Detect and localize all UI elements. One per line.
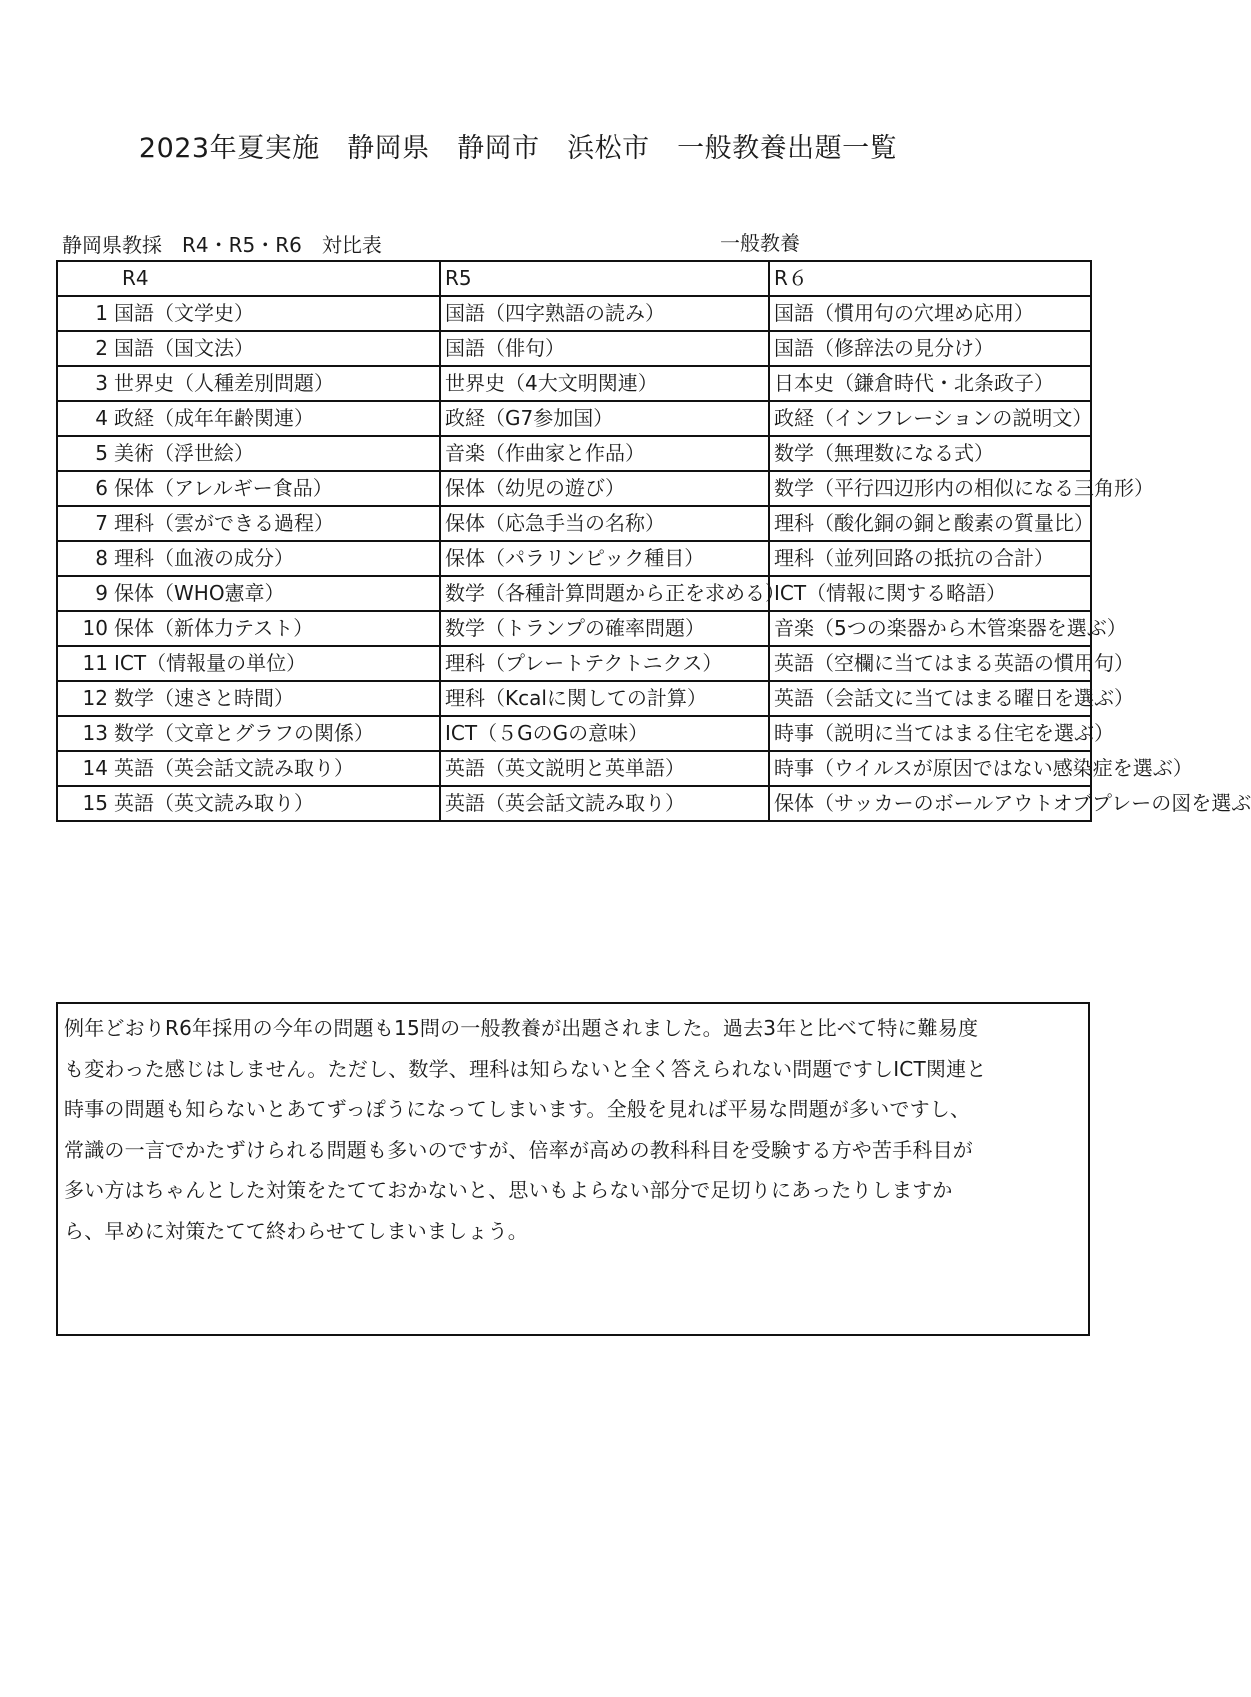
cell-r4: [57, 331, 440, 366]
table-row: [57, 716, 1091, 751]
comment-box: [56, 1002, 1090, 1336]
comment-line: も変わった感じはしません。ただし、数学、理科は知らないと全く答えられない問題ですしICT関連と: [64, 1056, 987, 1081]
cell-r6: 政経（インフレーションの説明文）: [769, 401, 1091, 436]
r4-topic: 保体（アレルギー食品）: [114, 476, 333, 500]
header-r4: R4: [57, 261, 440, 296]
table-row: [57, 751, 1091, 786]
row-number: 4: [95, 406, 108, 430]
row-number: 10: [82, 616, 108, 640]
cell-r5: 音楽（作曲家と作品）: [440, 436, 769, 471]
row-number: 9: [95, 581, 108, 605]
header-r5: R5: [440, 261, 769, 296]
cell-r6: 時事（ウイルスが原因ではない感染症を選ぶ）: [769, 751, 1091, 786]
r4-topic: 国語（国文法）: [114, 336, 254, 360]
cell-r6: 英語（会話文に当てはまる曜日を選ぶ）: [769, 681, 1091, 716]
comment-line: 多い方はちゃんとした対策をたてておかないと、思いもよらない部分で足切りにあったりしますか: [64, 1178, 953, 1202]
cell-r6: 理科（並列回路の抵抗の合計）: [769, 541, 1091, 576]
r4-topic: 保体（WHO憲章）: [114, 581, 285, 605]
r4-topic: ICT（情報量の単位）: [114, 651, 307, 675]
cell-r4: [57, 296, 440, 331]
r4-topic: 国語（文学史）: [114, 301, 254, 325]
r4-topic: 英語（英文読み取り）: [114, 791, 314, 815]
table-row: [57, 646, 1091, 681]
table-row: [57, 436, 1091, 471]
cell-r6: 数学（無理数になる式）: [769, 436, 1091, 471]
cell-r6: ICT（情報に関する略語）: [769, 576, 1091, 611]
cell-r4: [57, 611, 440, 646]
r4-topic: 英語（英会話文読み取り）: [114, 756, 354, 780]
table-row: [57, 471, 1091, 506]
cell-r4: [57, 366, 440, 401]
cell-r5: 国語（四字熟語の読み）: [440, 296, 769, 331]
cell-r4: [57, 681, 440, 716]
cell-r6: 理科（酸化銅の銅と酸素の質量比）: [769, 506, 1091, 541]
cell-r6: 時事（説明に当てはまる住宅を選ぶ）: [769, 716, 1091, 751]
cell-r4: [57, 751, 440, 786]
r4-topic: 理科（血液の成分）: [114, 546, 294, 570]
header-r6: R６: [769, 261, 1091, 296]
cell-r5: 国語（俳句）: [440, 331, 769, 366]
cell-r5: 保体（幼児の遊び）: [440, 471, 769, 506]
row-number: 14: [82, 756, 108, 780]
cell-r4: [57, 436, 440, 471]
row-number: 7: [95, 511, 108, 535]
cell-r4: [57, 471, 440, 506]
cell-r4: [57, 716, 440, 751]
table-row: [57, 541, 1091, 576]
table-row: [57, 366, 1091, 401]
cell-r5: 世界史（4大文明関連）: [440, 366, 769, 401]
table-caption: 静岡県教採 R4・R5・R6 対比表: [62, 233, 382, 257]
row-number: 12: [82, 686, 108, 710]
comment-line: 常識の一言でかたずけられる問題も多いのですが、倍率が高めの教科科目を受験する方や苦手科目が: [64, 1137, 973, 1162]
cell-r6: 保体（サッカーのボールアウトオブプレーの図を選ぶ: [769, 786, 1091, 821]
table-row: [57, 506, 1091, 541]
table-header-row: [57, 261, 1091, 296]
table-row: [57, 296, 1091, 331]
cell-r5: 理科（プレートテクトニクス）: [440, 646, 769, 681]
page-title: 2023年夏実施 静岡県 静岡市 浜松市 一般教養出題一覧: [138, 133, 898, 164]
table-row: [57, 576, 1091, 611]
table-row: [57, 681, 1091, 716]
row-number: 3: [95, 371, 108, 395]
cell-r6: 国語（修辞法の見分け）: [769, 331, 1091, 366]
cell-r5: 保体（応急手当の名称）: [440, 506, 769, 541]
row-number: 11: [82, 651, 108, 675]
table-row: [57, 331, 1091, 366]
cell-r5: 数学（各種計算問題から正を求める）: [440, 576, 769, 611]
cell-r4: [57, 786, 440, 821]
cell-r6: 英語（空欄に当てはまる英語の慣用句）: [769, 646, 1091, 681]
r4-topic: 数学（文章とグラフの関係）: [114, 721, 374, 745]
section-label: 一般教養: [720, 231, 800, 255]
row-number: 15: [82, 791, 108, 815]
table-row: [57, 786, 1091, 821]
cell-r6: 日本史（鎌倉時代・北条政子）: [769, 366, 1091, 401]
cell-r6: 音楽（5つの楽器から木管楽器を選ぶ）: [769, 611, 1091, 646]
r4-topic: 数学（速さと時間）: [114, 686, 294, 710]
row-number: 8: [95, 546, 108, 570]
r4-topic: 政経（成年年齢関連）: [114, 406, 314, 430]
row-number: 5: [95, 441, 108, 465]
row-number: 2: [95, 336, 108, 360]
cell-r5: 理科（Kcalに関しての計算）: [440, 681, 769, 716]
cell-r4: [57, 646, 440, 681]
cell-r5: ICT（５GのGの意味）: [440, 716, 769, 751]
comparison-table: [56, 260, 1251, 822]
cell-r4: [57, 401, 440, 436]
row-number: 13: [82, 721, 108, 745]
r4-topic: 理科（雲ができる過程）: [114, 511, 334, 535]
cell-r5: 政経（G7参加国）: [440, 401, 769, 436]
cell-r5: 保体（パラリンピック種目）: [440, 541, 769, 576]
table-row: [57, 611, 1091, 646]
cell-r4: [57, 541, 440, 576]
cell-r6: 国語（慣用句の穴埋め応用）: [769, 296, 1091, 331]
row-number: 1: [95, 301, 108, 325]
cell-r6: 数学（平行四辺形内の相似になる三角形）: [769, 471, 1091, 506]
r4-topic: 保体（新体力テスト）: [114, 616, 314, 640]
r4-topic: 世界史（人種差別問題）: [114, 371, 334, 395]
row-number: 6: [95, 476, 108, 500]
table-row: [57, 401, 1091, 436]
cell-r5: 英語（英会話文読み取り）: [440, 786, 769, 821]
comment-line: 例年どおりR6年採用の今年の問題も15問の一般教養が出題されました。過去3年と比べて特に難易度: [64, 1016, 979, 1040]
cell-r5: 数学（トランプの確率問題）: [440, 611, 769, 646]
r4-topic: 美術（浮世絵）: [114, 441, 254, 465]
cell-r4: [57, 576, 440, 611]
cell-r5: 英語（英文説明と英単語）: [440, 751, 769, 786]
comment-line: 時事の問題も知らないとあてずっぽうになってしまいます。全般を見れば平易な問題が多いですし、: [64, 1097, 971, 1121]
comment-line: ら、早めに対策たてて終わらせてしまいましょう。: [64, 1218, 528, 1243]
cell-r4: [57, 506, 440, 541]
